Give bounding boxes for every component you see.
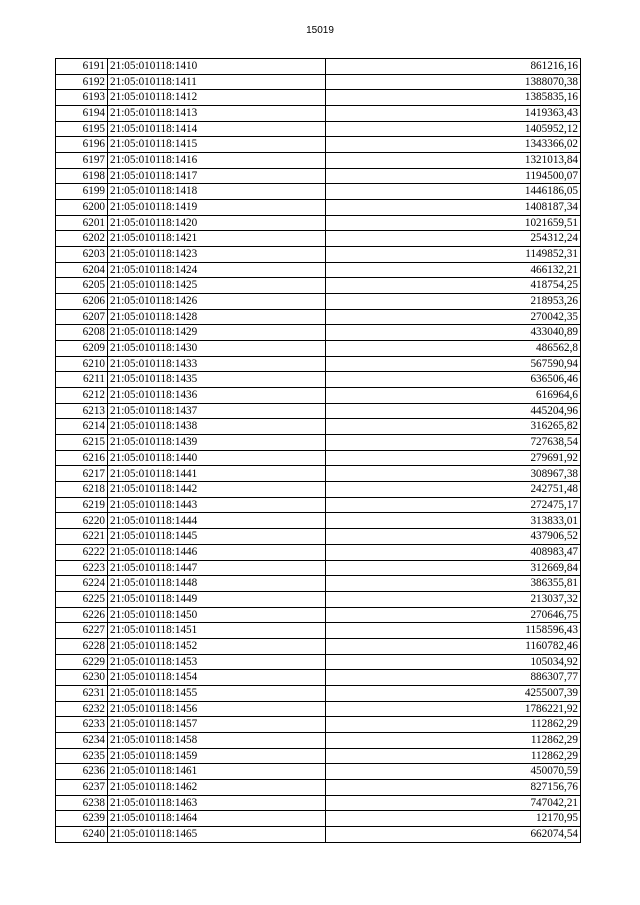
cadastral-number: 21:05:010118:1425: [108, 278, 326, 294]
cadastral-number: 21:05:010118:1417: [108, 168, 326, 184]
cadastral-number: 21:05:010118:1455: [108, 685, 326, 701]
cadastral-value: 112862,29: [326, 748, 581, 764]
row-number: 6212: [56, 388, 108, 404]
row-number: 6231: [56, 685, 108, 701]
cadastral-value: 886307,77: [326, 670, 581, 686]
cadastral-value: 272475,17: [326, 497, 581, 513]
row-number: 6229: [56, 654, 108, 670]
cadastral-value-table: [55, 58, 581, 843]
row-number: 6215: [56, 435, 108, 451]
table-row: [56, 137, 581, 153]
cadastral-value: 437906,52: [326, 529, 581, 545]
row-number: 6230: [56, 670, 108, 686]
table-row: [56, 419, 581, 435]
cadastral-number: 21:05:010118:1452: [108, 638, 326, 654]
table-row: [56, 231, 581, 247]
row-number: 6240: [56, 826, 108, 842]
row-number: 6205: [56, 278, 108, 294]
cadastral-value: 312669,84: [326, 560, 581, 576]
cadastral-number: 21:05:010118:1457: [108, 717, 326, 733]
cadastral-value: 861216,16: [326, 59, 581, 75]
cadastral-value: 433040,89: [326, 325, 581, 341]
row-number: 6222: [56, 544, 108, 560]
table-row: [56, 200, 581, 216]
table-row: [56, 764, 581, 780]
row-number: 6211: [56, 372, 108, 388]
cadastral-value: 1385835,16: [326, 90, 581, 106]
row-number: 6204: [56, 262, 108, 278]
cadastral-value: 4255007,39: [326, 685, 581, 701]
table-row: [56, 482, 581, 498]
table-row: [56, 435, 581, 451]
cadastral-number: 21:05:010118:1442: [108, 482, 326, 498]
cadastral-value: 1021659,51: [326, 215, 581, 231]
cadastral-number: 21:05:010118:1465: [108, 826, 326, 842]
table-row: [56, 247, 581, 263]
cadastral-value: 827156,76: [326, 779, 581, 795]
cadastral-number: 21:05:010118:1412: [108, 90, 326, 106]
table-row: [56, 74, 581, 90]
cadastral-value: 486562,8: [326, 341, 581, 357]
cadastral-number: 21:05:010118:1453: [108, 654, 326, 670]
cadastral-number: 21:05:010118:1443: [108, 497, 326, 513]
cadastral-value: 1408187,34: [326, 200, 581, 216]
cadastral-value: 105034,92: [326, 654, 581, 670]
cadastral-number: 21:05:010118:1419: [108, 200, 326, 216]
table-row: [56, 717, 581, 733]
row-number: 6207: [56, 309, 108, 325]
table-row: [56, 529, 581, 545]
cadastral-value: 466132,21: [326, 262, 581, 278]
row-number: 6208: [56, 325, 108, 341]
row-number: 6199: [56, 184, 108, 200]
cadastral-number: 21:05:010118:1446: [108, 544, 326, 560]
cadastral-number: 21:05:010118:1439: [108, 435, 326, 451]
row-number: 6216: [56, 450, 108, 466]
cadastral-number: 21:05:010118:1461: [108, 764, 326, 780]
cadastral-number: 21:05:010118:1445: [108, 529, 326, 545]
cadastral-value: 636506,46: [326, 372, 581, 388]
table-row: [56, 748, 581, 764]
table-row: [56, 576, 581, 592]
table-row: [56, 278, 581, 294]
table-row: [56, 701, 581, 717]
row-number: 6225: [56, 591, 108, 607]
row-number: 6200: [56, 200, 108, 216]
table-row: [56, 121, 581, 137]
row-number: 6192: [56, 74, 108, 90]
table-row: [56, 591, 581, 607]
cadastral-value: 270042,35: [326, 309, 581, 325]
cadastral-number: 21:05:010118:1447: [108, 560, 326, 576]
cadastral-value: 616964,6: [326, 388, 581, 404]
row-number: 6217: [56, 466, 108, 482]
table-body: [56, 59, 581, 843]
cadastral-value: 418754,25: [326, 278, 581, 294]
cadastral-number: 21:05:010118:1429: [108, 325, 326, 341]
table-row: [56, 215, 581, 231]
table-row: [56, 372, 581, 388]
cadastral-number: 21:05:010118:1444: [108, 513, 326, 529]
cadastral-number: 21:05:010118:1462: [108, 779, 326, 795]
cadastral-number: 21:05:010118:1421: [108, 231, 326, 247]
cadastral-number: 21:05:010118:1418: [108, 184, 326, 200]
row-number: 6237: [56, 779, 108, 795]
row-number: 6232: [56, 701, 108, 717]
row-number: 6239: [56, 811, 108, 827]
cadastral-number: 21:05:010118:1423: [108, 247, 326, 263]
cadastral-value: 12170,95: [326, 811, 581, 827]
cadastral-number: 21:05:010118:1438: [108, 419, 326, 435]
table-row: [56, 638, 581, 654]
cadastral-number: 21:05:010118:1464: [108, 811, 326, 827]
table-row: [56, 262, 581, 278]
row-number: 6218: [56, 482, 108, 498]
cadastral-value: 567590,94: [326, 356, 581, 372]
table-row: [56, 779, 581, 795]
table-row: [56, 826, 581, 842]
row-number: 6227: [56, 623, 108, 639]
cadastral-number: 21:05:010118:1410: [108, 59, 326, 75]
table-row: [56, 466, 581, 482]
cadastral-number: 21:05:010118:1450: [108, 607, 326, 623]
row-number: 6219: [56, 497, 108, 513]
cadastral-value: 213037,32: [326, 591, 581, 607]
cadastral-number: 21:05:010118:1435: [108, 372, 326, 388]
cadastral-value: 408983,47: [326, 544, 581, 560]
table-row: [56, 403, 581, 419]
table-row: [56, 670, 581, 686]
cadastral-number: 21:05:010118:1416: [108, 153, 326, 169]
row-number: 6193: [56, 90, 108, 106]
cadastral-number: 21:05:010118:1459: [108, 748, 326, 764]
cadastral-value: 1321013,84: [326, 153, 581, 169]
row-number: 6228: [56, 638, 108, 654]
row-number: 6195: [56, 121, 108, 137]
cadastral-value: 1158596,43: [326, 623, 581, 639]
cadastral-number: 21:05:010118:1458: [108, 732, 326, 748]
cadastral-number: 21:05:010118:1448: [108, 576, 326, 592]
cadastral-number: 21:05:010118:1449: [108, 591, 326, 607]
cadastral-value: 1419363,43: [326, 106, 581, 122]
table-row: [56, 341, 581, 357]
cadastral-number: 21:05:010118:1414: [108, 121, 326, 137]
row-number: 6209: [56, 341, 108, 357]
row-number: 6206: [56, 294, 108, 310]
cadastral-value: 450070,59: [326, 764, 581, 780]
row-number: 6224: [56, 576, 108, 592]
row-number: 6197: [56, 153, 108, 169]
table-row: [56, 90, 581, 106]
cadastral-number: 21:05:010118:1420: [108, 215, 326, 231]
table-row: [56, 59, 581, 75]
cadastral-number: 21:05:010118:1436: [108, 388, 326, 404]
row-number: 6234: [56, 732, 108, 748]
cadastral-value: 662074,54: [326, 826, 581, 842]
cadastral-value: 445204,96: [326, 403, 581, 419]
table-row: [56, 325, 581, 341]
cadastral-number: 21:05:010118:1463: [108, 795, 326, 811]
cadastral-number: 21:05:010118:1411: [108, 74, 326, 90]
table-row: [56, 294, 581, 310]
cadastral-number: 21:05:010118:1428: [108, 309, 326, 325]
cadastral-value: 1786221,92: [326, 701, 581, 717]
cadastral-value: 218953,26: [326, 294, 581, 310]
table-row: [56, 623, 581, 639]
cadastral-number: 21:05:010118:1437: [108, 403, 326, 419]
row-number: 6238: [56, 795, 108, 811]
table-row: [56, 450, 581, 466]
cadastral-value: 270646,75: [326, 607, 581, 623]
table-row: [56, 513, 581, 529]
row-number: 6196: [56, 137, 108, 153]
cadastral-number: 21:05:010118:1440: [108, 450, 326, 466]
cadastral-value: 1446186,05: [326, 184, 581, 200]
row-number: 6233: [56, 717, 108, 733]
row-number: 6220: [56, 513, 108, 529]
row-number: 6194: [56, 106, 108, 122]
row-number: 6198: [56, 168, 108, 184]
table-row: [56, 732, 581, 748]
row-number: 6191: [56, 59, 108, 75]
row-number: 6210: [56, 356, 108, 372]
cadastral-value: 1388070,38: [326, 74, 581, 90]
cadastral-value: 242751,48: [326, 482, 581, 498]
cadastral-number: 21:05:010118:1433: [108, 356, 326, 372]
row-number: 6201: [56, 215, 108, 231]
row-number: 6235: [56, 748, 108, 764]
cadastral-number: 21:05:010118:1451: [108, 623, 326, 639]
cadastral-value: 112862,29: [326, 732, 581, 748]
page-number: 15019: [306, 25, 334, 36]
table-row: [56, 560, 581, 576]
table-row: [56, 811, 581, 827]
cadastral-value: 1194500,07: [326, 168, 581, 184]
row-number: 6226: [56, 607, 108, 623]
row-number: 6214: [56, 419, 108, 435]
cadastral-value: 308967,38: [326, 466, 581, 482]
cadastral-value: 747042,21: [326, 795, 581, 811]
table-row: [56, 607, 581, 623]
table-row: [56, 654, 581, 670]
table-row: [56, 356, 581, 372]
table-row: [56, 685, 581, 701]
cadastral-number: 21:05:010118:1415: [108, 137, 326, 153]
cadastral-value: 1343366,02: [326, 137, 581, 153]
table-row: [56, 309, 581, 325]
cadastral-number: 21:05:010118:1413: [108, 106, 326, 122]
cadastral-number: 21:05:010118:1441: [108, 466, 326, 482]
cadastral-value: 316265,82: [326, 419, 581, 435]
row-number: 6213: [56, 403, 108, 419]
cadastral-number: 21:05:010118:1456: [108, 701, 326, 717]
cadastral-value: 1405952,12: [326, 121, 581, 137]
row-number: 6236: [56, 764, 108, 780]
cadastral-value: 279691,92: [326, 450, 581, 466]
cadastral-number: 21:05:010118:1426: [108, 294, 326, 310]
cadastral-number: 21:05:010118:1424: [108, 262, 326, 278]
cadastral-value: 313833,01: [326, 513, 581, 529]
table-row: [56, 795, 581, 811]
cadastral-value: 1149852,31: [326, 247, 581, 263]
cadastral-number: 21:05:010118:1454: [108, 670, 326, 686]
cadastral-value: 727638,54: [326, 435, 581, 451]
table-row: [56, 388, 581, 404]
table-row: [56, 184, 581, 200]
cadastral-value: 112862,29: [326, 717, 581, 733]
table-row: [56, 153, 581, 169]
table-row: [56, 106, 581, 122]
cadastral-value: 254312,24: [326, 231, 581, 247]
table-row: [56, 497, 581, 513]
row-number: 6223: [56, 560, 108, 576]
cadastral-value: 1160782,46: [326, 638, 581, 654]
cadastral-number: 21:05:010118:1430: [108, 341, 326, 357]
table-row: [56, 544, 581, 560]
cadastral-value: 386355,81: [326, 576, 581, 592]
row-number: 6202: [56, 231, 108, 247]
row-number: 6203: [56, 247, 108, 263]
row-number: 6221: [56, 529, 108, 545]
table-row: [56, 168, 581, 184]
